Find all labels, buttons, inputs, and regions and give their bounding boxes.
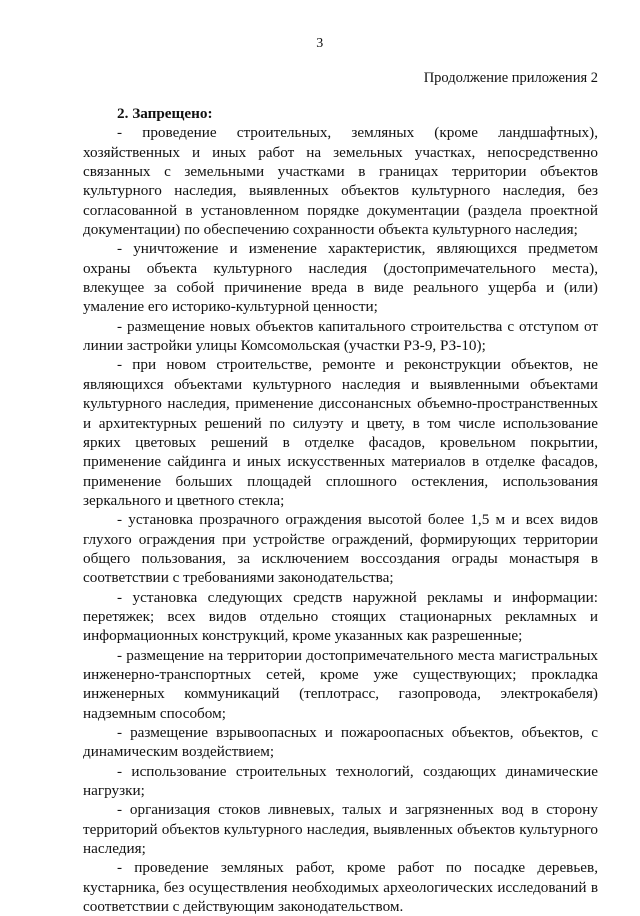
paragraph-new-construction-setback: - размещение новых объектов капитального строительства с отступом от линии застройки улицы Комсомольская (участки РЗ-9, РЗ-10);	[83, 317, 598, 355]
paragraph-engineering-networks: - размещение на территории достопримечательного места магистральных инженерно-транспортных сетей, кроме уже существующих; прокладка инженерных коммуникаций (теплотрасс, газопровода, электрокабеля) надземным способом;	[83, 646, 598, 722]
paragraph-hazardous-objects: - размещение взрывоопасных и пожароопасных объектов, объектов, с динамическим воздействием;	[83, 724, 598, 761]
paragraph-destruction-of-characteristics: - уничтожение и изменение характеристик, являющихся предметом охраны объекта культурного наследия (достопримечательного места), влекущее за собой причинение вреда в виде реального ущерба и (или) умаление его историко-культурной ценности;	[83, 240, 598, 316]
paragraph-dynamic-loads: - использование строительных технологий, создающих динамические нагрузки;	[83, 762, 598, 800]
paragraph-outdoor-advertising: - установка следующих средств наружной рекламы и информации: перетяжек; всех видов отдельно стоящих стационарных рекламных и информационных конструкций, кроме указанных как разрешенные;	[83, 588, 598, 645]
paragraph-fencing: - установка прозрачного ограждения высотой более 1,5 м и всех видов глухого ограждения при устройстве ограждений, формирующих территории общего пользования, за исключением воссоздания ограды монастыря в соответствии с требованиями законодательства;	[83, 511, 598, 587]
paragraph-earthworks-archaeology: - проведение земляных работ, кроме работ по посадке деревьев, кустарника, без осуществления необходимых археологических исследований в соответствии с действующим законодательством.	[83, 859, 598, 916]
section-heading: 2. Запрещено:	[117, 105, 213, 122]
paragraph-dissonant-architecture: - при новом строительстве, ремонте и реконструкции объектов, не являющихся объектами культурного наследия и выявленными объектами культурного наследия, применение диссонансных объемно-пространственных и архитектурных решений по силуэту и цвету, в том числе использование ярких цветовых решений в отделке фасадов, кровельном покрытии, применение сайдинга и иных искусственных материалов в отделке фасадов, применение больших площадей сплошного остекления, использования зеркального и цветного стекла;	[83, 356, 598, 509]
paragraph-construction-works: - проведение строительных, земляных (кроме ландшафтных), хозяйственных и иных работ на земельных участках, непосредственно связанных с земельными участками в границах территории объектов культурного наследия, выявленных объектов культурного наследия, без согласованной в установленном порядке документации (раздела проектной документации) по обеспечению сохранности объекта культурного наследия;	[83, 124, 598, 239]
appendix-continuation-label: Продолжение приложения 2	[423, 70, 598, 86]
page-number: 3	[316, 36, 324, 51]
paragraph-water-drainage: - организация стоков ливневых, талых и загрязненных вод в сторону территорий объектов культурного наследия, выявленных объектов культурного наследия;	[83, 801, 598, 858]
document-body	[83, 104, 598, 916]
